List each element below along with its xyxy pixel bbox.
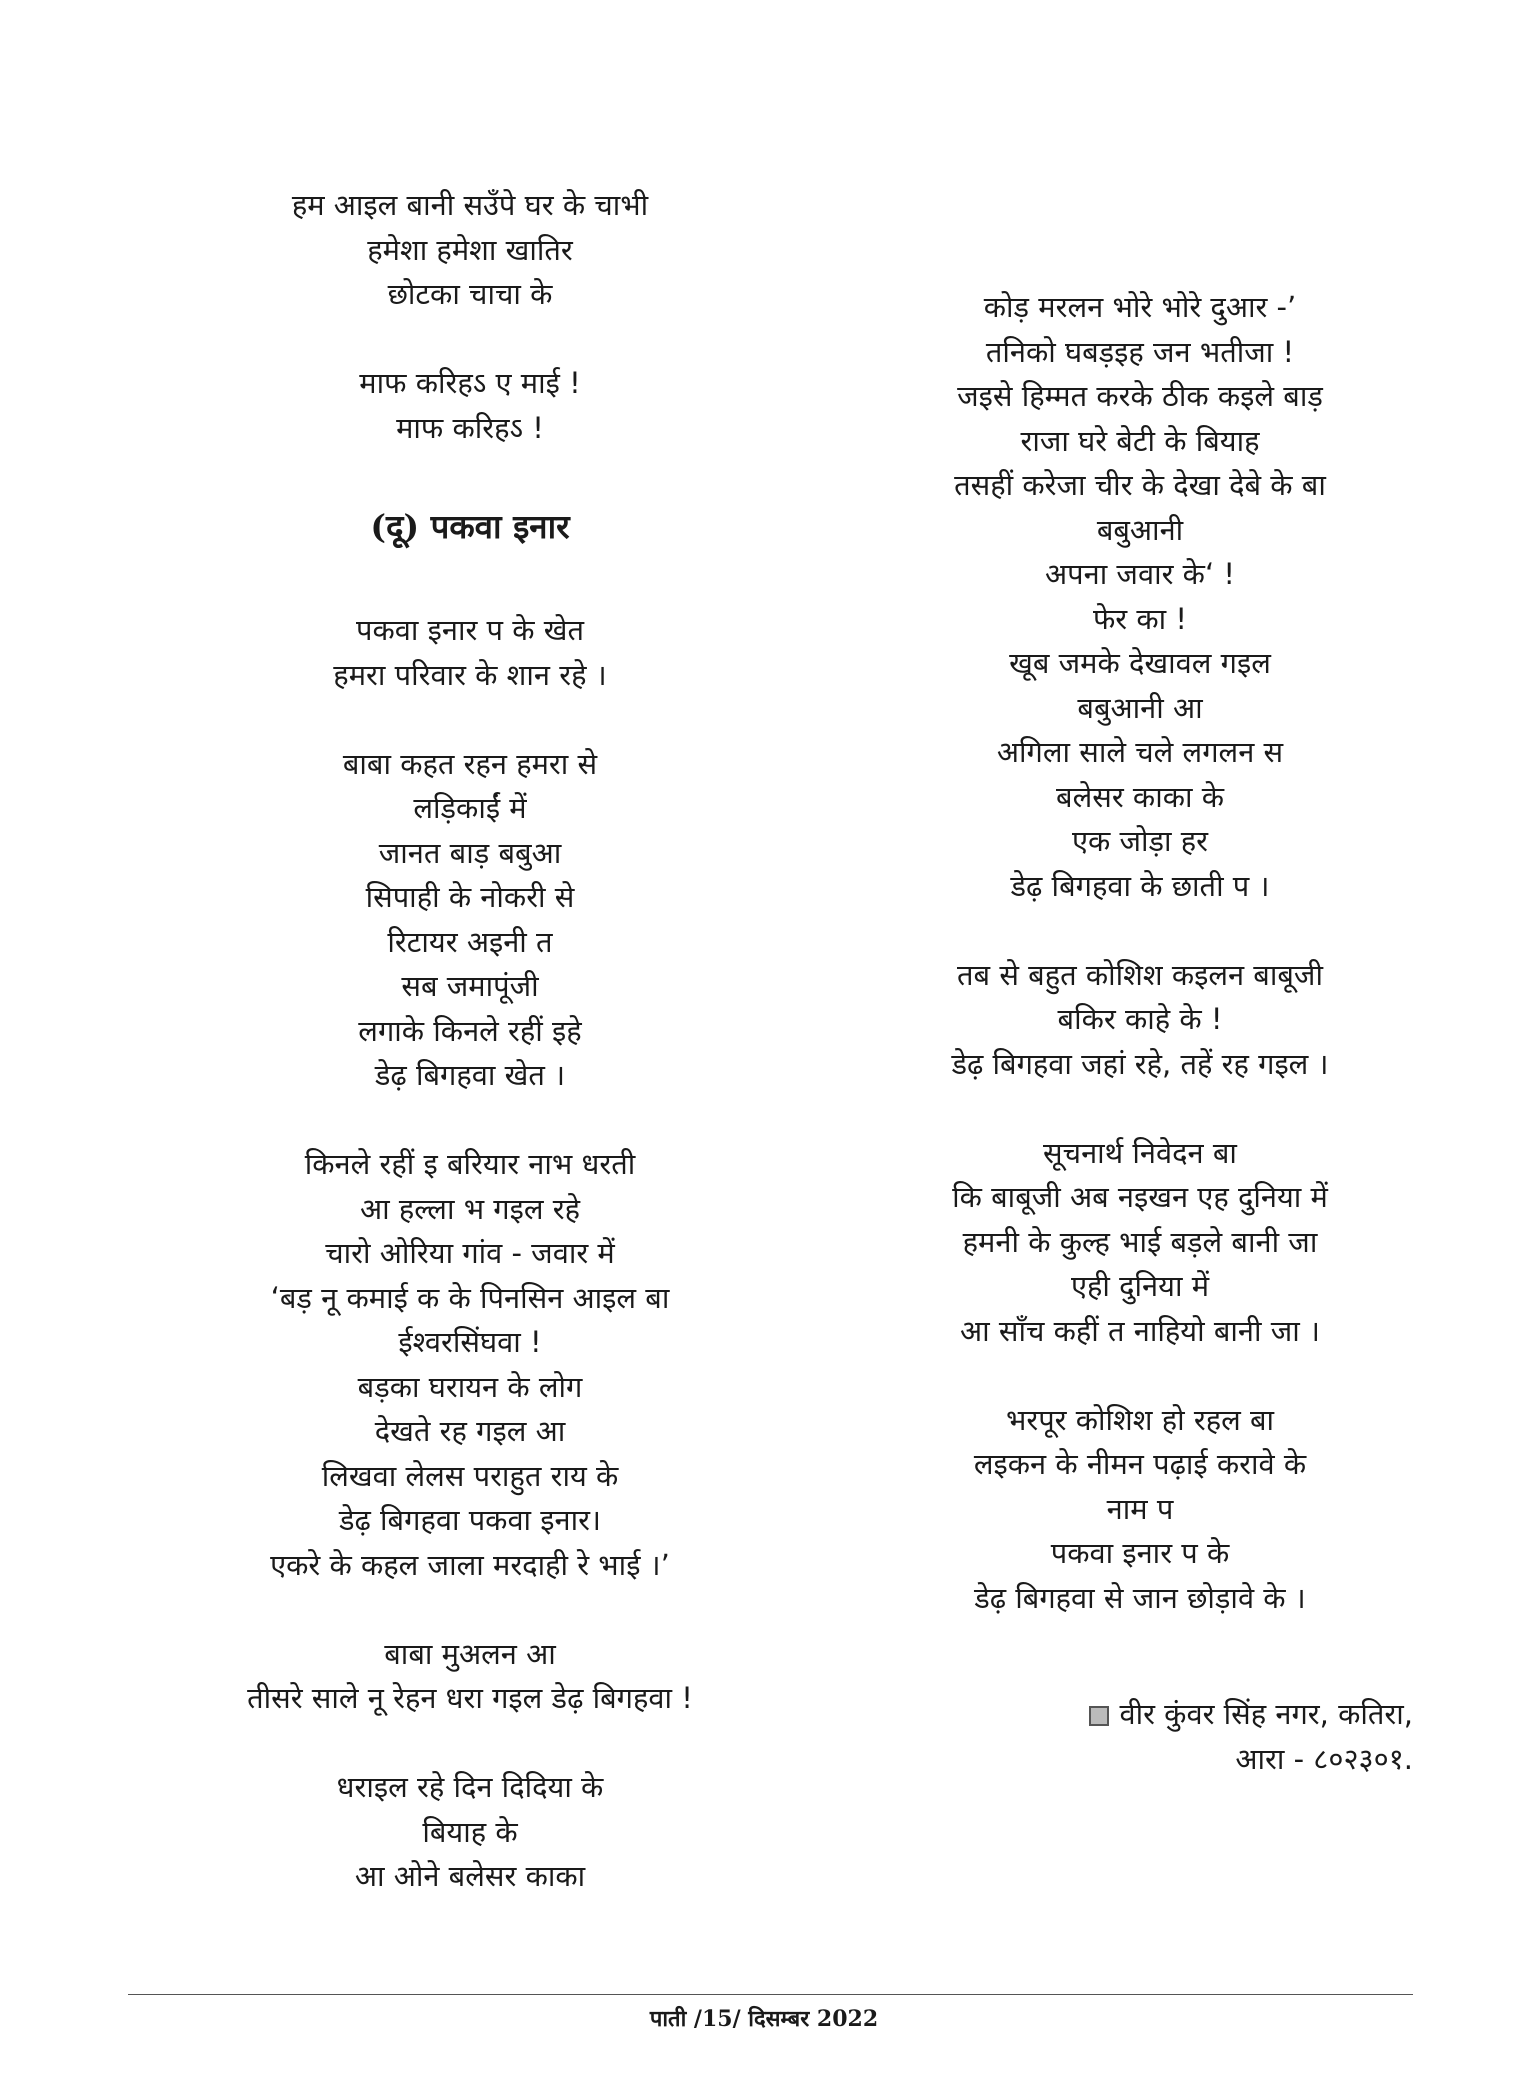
- poem-heading: (दू) पकवा इनार: [370, 507, 570, 546]
- poem-line: कि बाबूजी अब नइखन एह दुनिया में: [952, 1180, 1328, 1214]
- stanza: [170, 361, 770, 450]
- poem-line: डेढ़ बिगहवा के छाती प ।: [1010, 868, 1270, 903]
- poem-line: डेढ़ बिगहवा पकवा इनार।: [338, 1503, 601, 1537]
- poem-line: अपना जवार के‘ !: [1044, 557, 1236, 591]
- poem-line: सिपाही के नोकरी से: [365, 880, 575, 914]
- poem-line: हमनी के कुल्ह भाई बड़ले बानी जा: [962, 1224, 1318, 1259]
- poem-line: हमेशा हमेशा खातिर: [367, 232, 573, 267]
- poem-line: बड़का घरायन के लोग: [357, 1369, 583, 1404]
- stanza: [840, 1131, 1440, 1354]
- poem-line: ‘बड़ नू कमाई क के पिनसिन आइल बा: [270, 1280, 670, 1315]
- poem-line: आ हल्ला भ गइल रहे: [359, 1191, 581, 1226]
- poem-line: डेढ़ बिगहवा खेत ।: [374, 1058, 566, 1092]
- poem-line: सूचनार्थ निवेदन बा: [1043, 1135, 1237, 1170]
- poem-line: तनिको घबड़इह जन भतीजा !: [985, 334, 1295, 369]
- poem-line: पकवा इनार प के खेत: [356, 613, 584, 647]
- poem-line: बकिर काहे के !: [1057, 1002, 1223, 1036]
- poem-line: जानत बाड़ बबुआ: [378, 835, 562, 870]
- poem-line: माफ करिहऽ !: [396, 410, 544, 445]
- stanza: [840, 285, 1440, 908]
- poem-line: छोटका चाचा के: [387, 277, 553, 311]
- poem-line: माफ करिहऽ ए माई !: [359, 366, 581, 400]
- poem-line: डेढ़ बिगहवा जहां रहे, तहें रह गइल ।: [951, 1046, 1329, 1081]
- poem-line: बियाह के: [422, 1814, 518, 1849]
- poem-line: राजा घरे बेटी के बियाह: [1020, 423, 1260, 458]
- address-line: आरा - ८०२३०१.: [1235, 1741, 1413, 1776]
- poem-line: हमरा परिवार के शान रहे ।: [333, 657, 607, 692]
- poem-line: किनले रहीं इ बरियार नाभ धरती: [304, 1147, 636, 1181]
- poem-line: लइकन के नीमन पढ़ाई करावे के: [973, 1447, 1307, 1481]
- poem-line: आ साँच कहीं त नाहियो बानी जा ।: [960, 1313, 1320, 1348]
- poem-line: देखते रह गइल आ: [374, 1414, 566, 1448]
- poem-line: एकरे के कहल जाला मरदाही रे भाई ।’: [270, 1547, 670, 1582]
- stanza: [170, 183, 770, 317]
- right-column: [840, 285, 1440, 1665]
- poem-line: एही दुनिया में: [1070, 1269, 1210, 1303]
- poem-line: नाम प: [1106, 1491, 1174, 1526]
- poem-line: जइसे हिम्मत करके ठीक कइले बाड़: [957, 379, 1323, 413]
- poem-line: लड़िकाईं में: [413, 791, 527, 825]
- stanza: [170, 608, 770, 697]
- poem-line: हम आइल बानी सउँपे घर के चाभी: [291, 188, 649, 222]
- poem-line: खूब जमके देखावल गइल: [1009, 646, 1271, 680]
- poem-line: आ ओने बलेसर काका: [354, 1859, 586, 1893]
- poem-line: सब जमापूंजी: [401, 969, 539, 1003]
- poem-line: तीसरे साले नू रेहन धरा गइल डेढ़ बिगहवा !: [247, 1681, 693, 1715]
- stanza: [840, 1398, 1440, 1621]
- address-line: वीर कुंवर सिंह नगर, कतिरा,: [1089, 1692, 1413, 1737]
- poem-line: कोड़ मरलन भोरे भोरे दुआर -’: [983, 290, 1297, 324]
- stanza: [170, 742, 770, 1098]
- stanza: [170, 1142, 770, 1587]
- poem-line: फेर का !: [1092, 601, 1188, 636]
- poem-line: ईश्वरसिंघवा !: [398, 1325, 542, 1359]
- left-column: [170, 183, 770, 1943]
- footer-divider: [128, 1994, 1413, 1995]
- poem-line: लगाके किनले रहीं इहे: [358, 1013, 582, 1048]
- poem-line: तब से बहुत कोशिश कइलन बाबूजी: [957, 957, 1323, 992]
- page-footer: पाती /15/ दिसम्बर 2022: [649, 2006, 879, 2032]
- poem-line: पकवा इनार प के: [1050, 1536, 1230, 1570]
- poem-line: डेढ़ बिगहवा से जान छोड़ावे के ।: [974, 1580, 1306, 1615]
- poem-line: तसहीं करेजा चीर के देखा देबे के बा: [954, 468, 1326, 502]
- stanza: [170, 1765, 770, 1899]
- author-address: [1089, 1692, 1413, 1781]
- poem-line: बबुआनी: [1096, 512, 1184, 547]
- poem-line: धराइल रहे दिन दिदिया के: [336, 1770, 604, 1804]
- square-bullet-icon: [1089, 1706, 1109, 1726]
- poem-line: भरपूर कोशिश हो रहल बा: [1005, 1402, 1275, 1437]
- stanza: [170, 1632, 770, 1721]
- poem-line: चारो ओरिया गांव - जवार में: [325, 1236, 615, 1270]
- poem-line: लिखवा लेलस पराहुत राय के: [321, 1458, 619, 1493]
- poem-line: बाबा मुअलन आ: [384, 1636, 556, 1671]
- stanza: [840, 953, 1440, 1087]
- poem-line: अगिला साले चले लगलन स: [996, 735, 1284, 769]
- poem-line: एक जोड़ा हर: [1071, 824, 1209, 858]
- poem-line: बाबा कहत रहन हमरा से: [342, 746, 598, 781]
- poem-line: रिटायर अइनी त: [387, 924, 553, 959]
- poem-line: बबुआनी आ: [1077, 690, 1203, 725]
- poem-line: बलेसर काका के: [1056, 779, 1224, 814]
